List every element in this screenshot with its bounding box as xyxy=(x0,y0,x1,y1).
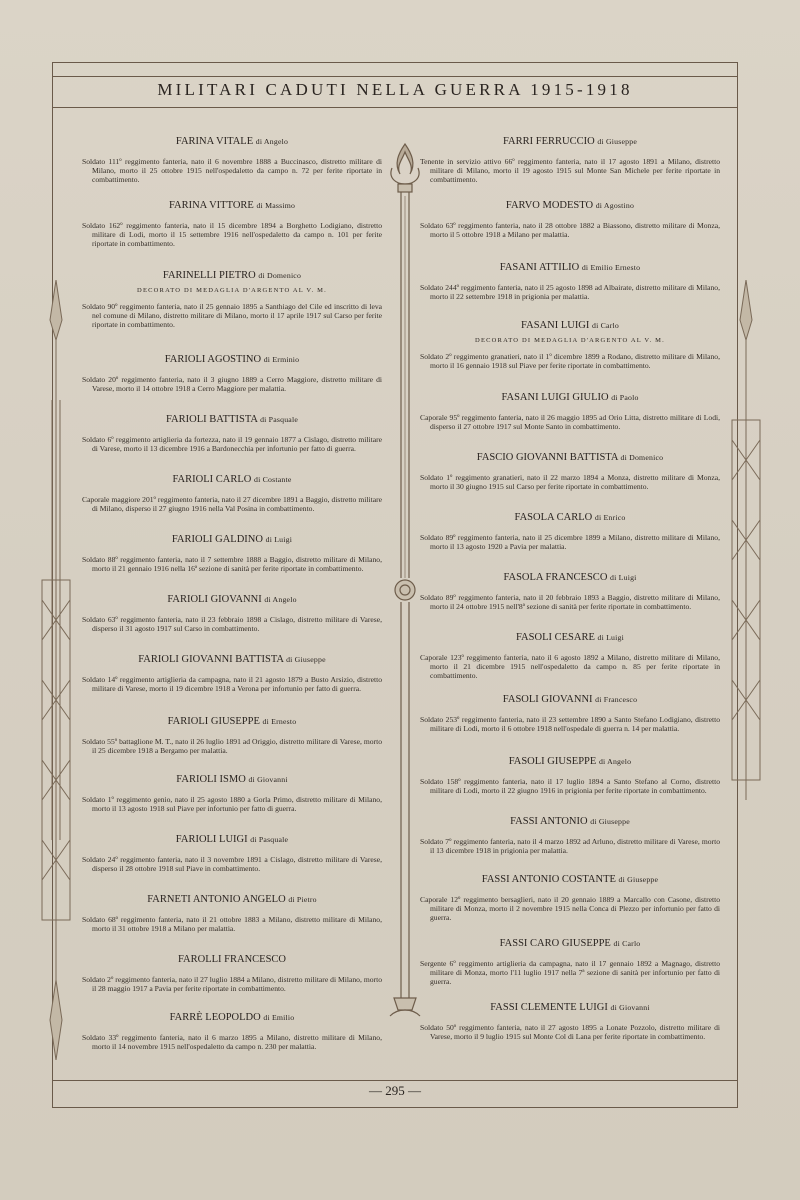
entry-text: Soldato 2º reggimento fanteria, nato il 27 luglio 1884 a Milano, distretto militare di Milano, morto il 28 maggio 1917 a Pavia per ferite riportate in combattimento. xyxy=(82,975,382,994)
entry xyxy=(82,716,382,755)
entry xyxy=(420,320,720,370)
entry-name: FASOLA CARLO di Enrico xyxy=(514,512,626,523)
entry-name: FARNETI ANTONIO ANGELO di Pietro xyxy=(147,894,317,905)
entry xyxy=(420,874,720,923)
entry-name: FASANI ATTILIO di Emilio Ernesto xyxy=(499,262,641,273)
entry-name: FARINA VITALE di Angelo xyxy=(175,136,289,147)
entry-name: FASOLI GIUSEPPE di Angelo xyxy=(508,756,632,767)
entry-text: Soldato 24º reggimento fanteria, nato il 3 novembre 1891 a Cislago, distretto militare di Varese, disperso il 28 ottobre 1918 sul Piave in combattimento. xyxy=(82,855,382,874)
entry-name: FARRI FERRUCCIO di Giuseppe xyxy=(503,136,637,147)
entry-text: Soldato 1º reggimento genio, nato il 25 agosto 1880 a Gorla Primo, distretto militare di Milano, morto il 13 agosto 1918 sul Piave per infortunio per fatto di guerra. xyxy=(82,795,382,814)
entry-name: FASOLI GIOVANNI di Francesco xyxy=(502,694,638,705)
entry xyxy=(420,452,720,491)
entry xyxy=(82,774,382,813)
medal-note: DECORATO DI MEDAGLIA D'ARGENTO AL V. M. xyxy=(137,287,327,294)
entry-name: FASSI CLEMENTE LUIGI di Giovanni xyxy=(490,1002,650,1013)
entry-name: FARIOLI ISMO di Giovanni xyxy=(176,774,288,785)
entry xyxy=(82,474,382,513)
entry-name: FASANI LUIGI GIULIO di Paolo xyxy=(501,392,639,403)
entry-name: FARIOLI AGOSTINO di Erminio xyxy=(164,354,300,365)
entry-name: FARIOLI LUIGI di Pasquale xyxy=(175,834,289,845)
entry xyxy=(82,354,382,393)
entry xyxy=(420,694,720,733)
entry-text: Soldato 89º reggimento fanteria, nato il 20 febbraio 1893 a Baggio, distretto militare di Milano, morto il 24 ottobre 1915 nell'8ª sezione di sanità per ferite riportate in combattimento. xyxy=(420,593,720,612)
entry-name: FARIOLI GIUSEPPE di Ernesto xyxy=(167,716,297,727)
entry-name: FARIOLI GIOVANNI BATTISTA di Giuseppe xyxy=(138,654,326,665)
page-number: — 295 — xyxy=(369,1083,421,1098)
entry xyxy=(82,1012,382,1051)
entry xyxy=(420,512,720,551)
entry-text: Soldato 7º reggimento fanteria, nato il 4 marzo 1892 ad Arluno, distretto militare di Varese, morto il 13 dicembre 1918 in prigionia per malattia. xyxy=(420,837,720,856)
entry-name: FARIOLI GIOVANNI di Angelo xyxy=(167,594,297,605)
entry-text: Soldato 253º reggimento fanteria, nato il 23 settembre 1890 a Santo Stefano Lodigiano, distretto militare di Lodi, morto il 6 ottobre 1918 nell'ospedale di guerra n. 14 per malattia. xyxy=(420,715,720,734)
entry-name: FASANI LUIGI di Carlo xyxy=(521,320,619,331)
entry-name: FASSI CARO GIUSEPPE di Carlo xyxy=(499,938,641,949)
entry xyxy=(420,572,720,611)
entry-name: FARVO MODESTO di Agostino xyxy=(505,200,635,211)
entry-text: Soldato 63º reggimento fanteria, nato il 28 ottobre 1882 a Biassono, distretto militare di Monza, morto il 5 ottobre 1918 a Milano per malattia. xyxy=(420,221,720,240)
entry-name: FAROLLI FRANCESCO xyxy=(177,954,287,965)
entry-text: Soldato 89º reggimento fanteria, nato il 25 dicembre 1899 a Milano, distretto militare di Milano, morto il 13 agosto 1920 a Pavia per malattia. xyxy=(420,533,720,552)
entry-text: Caporale 123º reggimento fanteria, nato il 6 agosto 1892 a Milano, distretto militare di Milano, morto il 21 dicembre 1915 nell'ospedaletto da campo n. 85 per ferite riportate in combattimento. xyxy=(420,653,720,681)
entry-name: FARIOLI BATTISTA di Pasquale xyxy=(166,414,298,425)
entry xyxy=(420,262,720,301)
entry xyxy=(420,632,720,681)
entry-text: Soldato 63º reggimento fanteria, nato il 23 febbraio 1898 a Cislago, distretto militare di Varese, disperso il 31 agosto 1917 sul Carso in combattimento. xyxy=(82,615,382,634)
entry-text: Tenente in servizio attivo 66º reggimento fanteria, nato il 17 agosto 1891 a Milano, distretto militare di Milano, morto il 19 agosto 1915 sul Monte San Michele per ferite riportate in combattimento. xyxy=(420,157,720,185)
medal-note: DECORATO DI MEDAGLIA D'ARGENTO AL V. M. xyxy=(475,337,665,344)
entry-name: FARINA VITTORE di Massimo xyxy=(168,200,296,211)
left-side-ornament xyxy=(36,280,76,1060)
entry xyxy=(82,894,382,933)
entry-text: Soldato 88º reggimento fanteria, nato il 7 settembre 1888 a Baggio, distretto militare di Milano, morto il 21 gennaio 1916 nella 16ª sezione di sanità per ferite riportate in combattimento. xyxy=(82,555,382,574)
entry xyxy=(82,834,382,873)
entry xyxy=(82,270,382,330)
entry-text: Soldato 244º reggimento fanteria, nato il 25 agosto 1898 ad Albairate, distretto militare di Milano, morto il 22 settembre 1918 in prigionia per malattia. xyxy=(420,283,720,302)
entry-text: Caporale 12º reggimento bersaglieri, nato il 20 gennaio 1889 a Marcallo con Casone, distretto militare di Monza, morto il 2 novembre 1915 nella Conca di Plezzo per infortunio per fatto di guerra. xyxy=(420,895,720,923)
entry-text: Caporale 95º reggimento fanteria, nato il 26 maggio 1895 ad Orio Litta, distretto militare di Lodi, disperso il 27 ottobre 1917 sul Monte Santo in combattimento. xyxy=(420,413,720,432)
entry-name: FARIOLI GALDINO di Luigi xyxy=(171,534,293,545)
entry-text: Soldato 33º reggimento fanteria, nato il 6 marzo 1895 a Milano, distretto militare di Milano, morto il 14 novembre 1915 nell'ospedaletto da campo n. 230 per malattia. xyxy=(82,1033,382,1052)
entry xyxy=(82,594,382,633)
page-title: MILITARI CADUTI NELLA GUERRA 1915-1918 xyxy=(157,80,633,99)
entry-name: FASSI ANTONIO di Giuseppe xyxy=(510,816,630,827)
entry xyxy=(420,200,720,239)
entry xyxy=(420,938,720,987)
entry-name: FASSI ANTONIO COSTANTE di Giuseppe xyxy=(481,874,659,885)
entry-text: Soldato 68º reggimento fanteria, nato il 21 ottobre 1883 a Milano, distretto militare di Milano, morto il 31 ottobre 1918 a Milano per malattia. xyxy=(82,915,382,934)
entry-text: Soldato 90º reggimento fanteria, nato il 25 gennaio 1895 a Santhiago del Cile ed inscritto di leva nel comune di Milano, distretto militare di Milano, morto il 17 aprile 1917 sul Carso per ferite riportate in combattimento. xyxy=(82,302,382,330)
entry xyxy=(420,816,720,855)
entry-text: Soldato 55º battaglione M. T., nato il 26 luglio 1891 ad Origgio, distretto militare di Varese, morto il 25 dicembre 1918 a Bergamo per malattia. xyxy=(82,737,382,756)
entry-text: Soldato 158º reggimento fanteria, nato il 17 luglio 1894 a Santo Stefano al Corno, distretto militare di Lodi, morto il 22 giugno 1916 in prigionia per ferite riportate in combattimento. xyxy=(420,777,720,796)
entry-text: Soldato 2º reggimento granatieri, nato il 1º dicembre 1899 a Rodano, distretto militare di Milano, morto il 16 gennaio 1918 sul Piave per ferite riportate in combattimento. xyxy=(420,352,720,371)
entry-text: Soldato 111º reggimento fanteria, nato il 6 novembre 1888 a Buccinasco, distretto militare di Milano, morto il 25 ottobre 1915 nell'ospedaletto da campo n. 72 per ferite riportate in combattimento. xyxy=(82,157,382,185)
entry xyxy=(82,136,382,185)
entry-name: FARINELLI PIETRO di Domenico xyxy=(162,270,302,281)
entry-name: FASOLA FRANCESCO di Luigi xyxy=(503,572,637,583)
entry-text: Soldato 20º reggimento fanteria, nato il 3 giugno 1889 a Cerro Maggiore, distretto militare di Varese, morto il 14 ottobre 1918 a Cerro Maggiore per malattia. xyxy=(82,375,382,394)
entry xyxy=(420,136,720,185)
entry-name: FARRÈ LEOPOLDO di Emilio xyxy=(169,1012,295,1023)
entry-text: Soldato 6º reggimento artiglieria da fortezza, nato il 19 gennaio 1877 a Cislago, distretto militare di Varese, morto il 13 dicembre 1916 a Bardonecchia per infortunio per fatto di guerra. xyxy=(82,435,382,454)
entry-name: FASOLI CESARE di Luigi xyxy=(516,632,624,643)
entry xyxy=(420,392,720,431)
entry-text: Caporale maggiore 201º reggimento fanteria, nato il 27 dicembre 1891 a Baggio, distretto militare di Milano, disperso il 27 giugno 1916 nella Val Posina in combattimento. xyxy=(82,495,382,514)
entry xyxy=(82,954,382,993)
entry-text: Soldato 14º reggimento artiglieria da campagna, nato il 21 agosto 1879 a Busto Arsizio, distretto militare di Varese, morto il 19 dicembre 1918 a Verona per infortunio per fatto di guerra. xyxy=(82,675,382,694)
entry xyxy=(420,756,720,795)
entry xyxy=(420,1002,720,1041)
entry xyxy=(82,200,382,249)
entry-text: Sergente 6º reggimento artiglieria da campagna, nato il 17 gennaio 1892 a Magnago, distretto militare di Monza, morto l'11 luglio 1917 nella 7ª sezione di sanità per infortunio per fatto di guerra. xyxy=(420,959,720,987)
entry xyxy=(82,534,382,573)
entry-name: FARIOLI CARLO di Costante xyxy=(172,474,292,485)
entry xyxy=(82,654,382,693)
footer-rule xyxy=(52,1080,738,1081)
right-side-ornament xyxy=(726,280,766,820)
entry-text: Soldato 162º reggimento fanteria, nato il 15 dicembre 1894 a Borghetto Lodigiano, distretto militare di Lodi, morto il 15 settembre 1916 nell'ospedaletto da campo n. 101 per ferite riportate in combattimento. xyxy=(82,221,382,249)
entry xyxy=(82,414,382,453)
entry-text: Soldato 50º reggimento fanteria, nato il 27 agosto 1895 a Lonate Pozzolo, distretto militare di Varese, morto il 9 luglio 1915 sul Monte Col di Lana per ferite riportate in combattimento. xyxy=(420,1023,720,1042)
entry-name: FASCIO GIOVANNI BATTISTA di Domenico xyxy=(476,452,664,463)
entry-text: Soldato 1º reggimento granatieri, nato il 22 marzo 1894 a Monza, distretto militare di Monza, morto il 30 giugno 1915 sul Carso per ferite riportate in combattimento. xyxy=(420,473,720,492)
